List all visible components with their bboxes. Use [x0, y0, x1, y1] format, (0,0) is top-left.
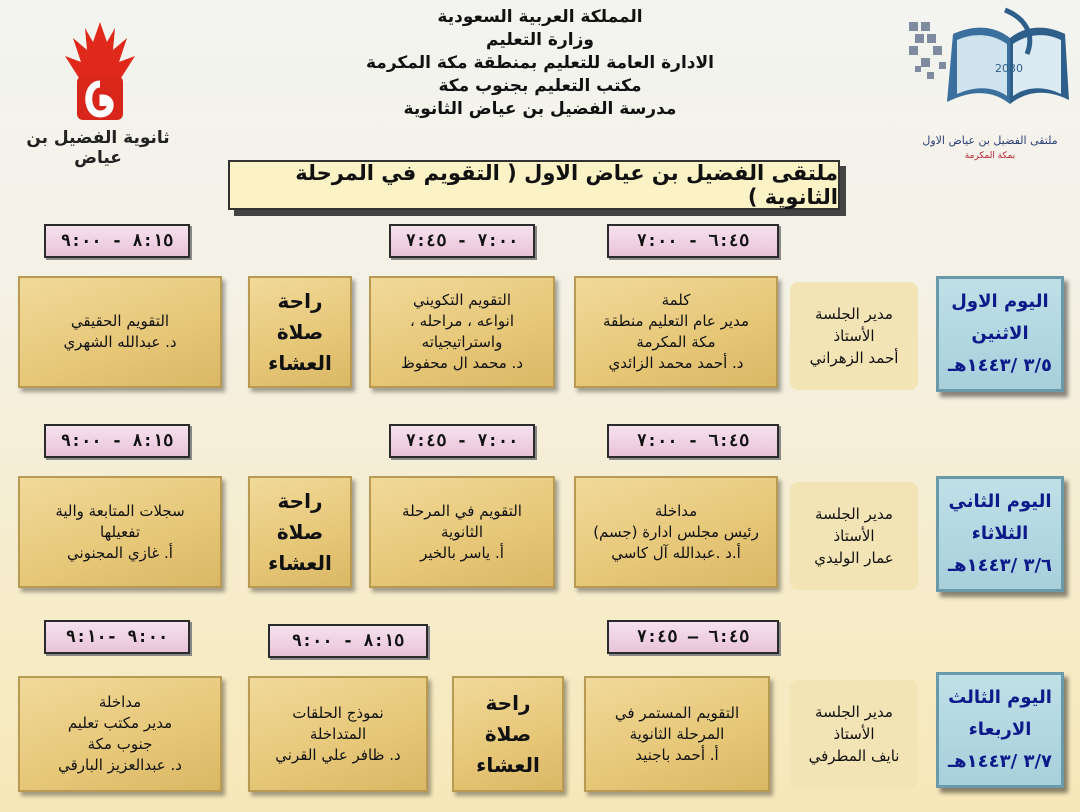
break-line: العشاء	[268, 550, 332, 575]
session-line: كلمة	[661, 291, 691, 309]
session-speaker: د. عبدالله الشهري	[63, 333, 177, 351]
session-card	[574, 476, 778, 588]
break-line: العشاء	[476, 752, 540, 777]
break-line: راحة	[277, 288, 323, 313]
session-line: انواعه ، مراحله ،	[410, 312, 514, 330]
session-card	[18, 676, 222, 792]
chair-honorific: الأستاذ	[833, 725, 875, 743]
prayer-break-card	[452, 676, 564, 792]
time-slot: ٦:٤٥ - ٧:٠٠	[607, 424, 779, 458]
time-slot: ٩:٠٠ -٩:١٠	[44, 620, 190, 654]
forum-logo-subcaption: بمكة المكرمة	[964, 151, 1016, 161]
chair-title: مدير الجلسة	[815, 703, 893, 721]
school-logo	[55, 18, 145, 126]
chair-name: نايف المطرفي	[808, 747, 900, 765]
session-line: واستراتيجياته	[421, 333, 503, 351]
session-line: المرحلة الثانوية	[629, 724, 725, 743]
session-line: مدير عام التعليم منطقة	[603, 312, 749, 330]
session-line: التقويم المستمر في	[614, 703, 740, 722]
chair-title: مدير الجلسة	[815, 305, 893, 323]
session-chair	[790, 282, 918, 390]
session-line: مداخلة	[654, 501, 698, 520]
day-date: ٣/٥ /١٤٤٣هـ	[948, 355, 1052, 376]
break-line: راحة	[485, 690, 531, 715]
session-card	[584, 676, 770, 792]
session-card	[574, 276, 778, 388]
session-card	[248, 676, 428, 792]
page-title: ملتقى الفضيل بن عياض الاول ( التقويم في المرحلة الثانوية )	[228, 160, 840, 210]
day-date: ٣/٧ /١٤٤٣هـ	[948, 751, 1052, 772]
header-line: مدرسة الفضيل بن عياض الثانوية	[403, 99, 677, 119]
session-line: نموذج الحلقات	[292, 703, 384, 722]
forum-logo-number: 2030	[995, 62, 1023, 75]
break-line: صلاة	[484, 721, 532, 746]
time-slot: ٨:١٥ - ٩:٠٠	[268, 624, 428, 658]
time-slot: ٨:١٥ - ٩:٠٠	[44, 224, 190, 258]
session-line: الثانوية	[441, 522, 483, 541]
day-weekday: الثلاثاء	[971, 523, 1029, 544]
session-line: رئيس مجلس ادارة (جسم)	[593, 522, 759, 541]
day-weekday: الاربعاء	[968, 719, 1032, 740]
session-speaker: د. ظافر علي القرني	[275, 745, 401, 764]
session-speaker: أ.د .عبدالله آل كاسي	[611, 543, 741, 562]
header-line: الادارة العامة للتعليم بمنطقة مكة المكرمة	[366, 53, 714, 73]
day-label	[936, 276, 1064, 392]
time-slot: ٦:٤٥ - ٧:٠٠	[607, 224, 779, 258]
session-card	[369, 276, 555, 388]
prayer-break-card	[248, 476, 352, 588]
break-line: صلاة	[276, 319, 324, 344]
time-slot: ٧:٠٠ - ٧:٤٥	[389, 424, 535, 458]
time-slot: ٨:١٥ - ٩:٠٠	[44, 424, 190, 458]
session-card	[18, 276, 222, 388]
day-name: اليوم الثالث	[948, 687, 1052, 708]
session-speaker: أ. ياسر بالخير	[420, 543, 504, 562]
session-line: التقويم في المرحلة	[402, 501, 522, 520]
session-line: مدير مكتب تعليم	[67, 714, 173, 732]
session-speaker: أ. أحمد باجنيد	[635, 745, 719, 764]
break-line: العشاء	[268, 350, 332, 375]
session-line: المتداخلة	[309, 724, 367, 743]
header-line: وزارة التعليم	[486, 30, 594, 50]
chair-title: مدير الجلسة	[815, 505, 893, 523]
session-line: التقويم التكويني	[412, 291, 512, 309]
header-line: مكتب التعليم بجنوب مكة	[438, 76, 642, 96]
chair-name: عمار الوليدي	[814, 549, 894, 567]
session-line: التقويم الحقيقي	[70, 312, 170, 330]
chair-honorific: الأستاذ	[833, 527, 875, 545]
prayer-break-card	[248, 276, 352, 388]
session-card	[369, 476, 555, 588]
session-line: سجلات المتابعة والية	[55, 501, 185, 520]
break-line: راحة	[277, 488, 323, 513]
session-line: مكة المكرمة	[636, 333, 716, 351]
session-card	[18, 476, 222, 588]
header-line: المملكة العربية السعودية	[437, 7, 643, 27]
session-speaker: د. عبدالعزيز البارقي	[58, 756, 182, 774]
session-speaker: د. محمد ال محفوظ	[401, 354, 524, 372]
school-logo-caption: ثانوية الفضيل بن عياض	[26, 128, 170, 168]
session-chair	[790, 482, 918, 590]
day-date: ٣/٦ /١٤٤٣هـ	[948, 555, 1052, 576]
header-lines	[300, 6, 780, 121]
forum-logo	[905, 4, 1075, 132]
day-weekday: الاثنين	[971, 323, 1029, 344]
time-slot: ٧:٠٠ - ٧:٤٥	[389, 224, 535, 258]
time-slot: ٦:٤٥ – ٧:٤٥	[607, 620, 779, 654]
session-speaker: أ. غازي المجنوني	[67, 543, 173, 562]
break-line: صلاة	[276, 519, 324, 544]
day-name: اليوم الثاني	[948, 491, 1052, 512]
session-line: تفعيلها	[100, 522, 140, 541]
chair-name: أحمد الزهراني	[809, 349, 899, 367]
session-chair	[790, 680, 918, 788]
day-label	[936, 476, 1064, 592]
session-line: مداخلة	[98, 693, 142, 711]
day-label	[936, 672, 1064, 788]
session-speaker: د. أحمد محمد الزائدي	[608, 354, 744, 372]
day-name: اليوم الاول	[951, 291, 1049, 312]
chair-honorific: الأستاذ	[833, 327, 875, 345]
forum-logo-caption: ملتقى الفضيل بن عياض الاول	[922, 134, 1058, 147]
session-line: جنوب مكة	[87, 735, 153, 753]
